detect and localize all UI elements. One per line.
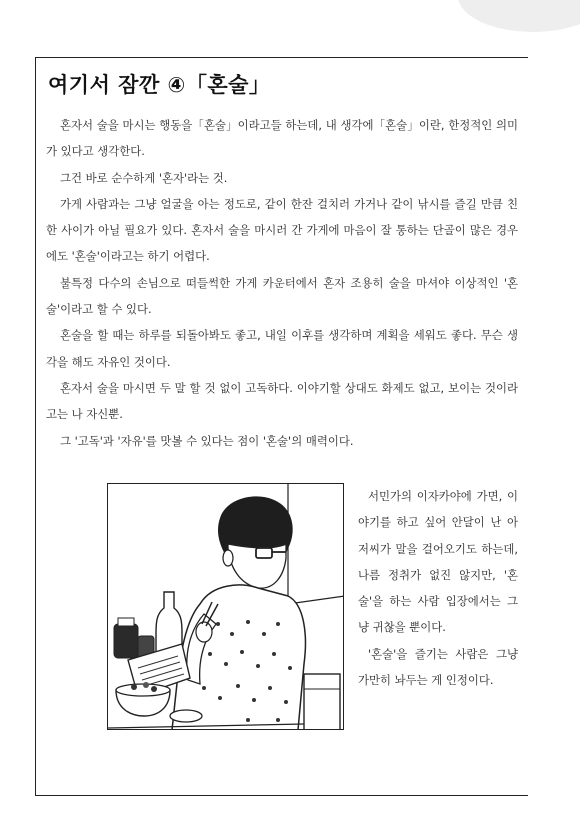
paragraph: '혼술'을 즐기는 사람은 그냥 가만히 놔두는 게 인정이다.	[358, 646, 518, 688]
frame-left-rule	[35, 57, 36, 795]
paragraph: 혼자서 술을 마시면 두 말 할 것 없이 고독하다. 이야기할 상대도 화제도 없고, 보이는 것이라고는 나 자신뿐.	[46, 380, 518, 422]
frame-top-rule	[35, 57, 528, 58]
side-text	[358, 483, 518, 693]
paragraph: 혼자서 술을 마시는 행동을「혼술」이라고들 하는데, 내 생각에「혼술」이란, 한정적인 의미가 있다고 생각한다.	[46, 118, 518, 159]
paragraph: 그 '고독'과 '자유'를 맛볼 수 있다는 점이 '혼술'의 매력이다.	[60, 433, 354, 448]
body-text	[46, 112, 518, 454]
paragraph: 서민가의 이자카야에 가면, 이야기를 하고 싶어 안달이 난 아저씨가 말을 걸어오기도 하는데, 나름 정취가 없진 않지만, '혼술'을 하는 사람 입장에서는 그냥 귀찮을 뿐이다.	[358, 489, 518, 635]
paragraph: 가게 사람과는 그냥 얼굴을 아는 정도로, 같이 한잔 걸치러 가거나 같이 낚시를 즐길 만큼 친한 사이가 아닐 필요가 있다. 혼자서 술을 마시러 간 가게에 마음이 잘 통하는 단골이 많은 경우에도 '혼술'이라고는 하기 어렵다.	[46, 196, 518, 264]
section-title: 여기서 잠깐 ④「혼술」	[48, 73, 271, 97]
paragraph: 그건 바로 순수하게 '혼자'라는 것.	[60, 170, 228, 185]
illustration-man-drinking-alone	[107, 483, 344, 730]
page-corner-tab	[458, 0, 580, 32]
paragraph: 불특정 다수의 손님으로 떠들썩한 가게 카운터에서 혼자 조용히 술을 마셔야 이상적인 '혼술'이라고 할 수 있다.	[46, 275, 518, 317]
paragraph: 혼술을 할 때는 하루를 되돌아봐도 좋고, 내일 이후를 생각하며 계획을 세워도 좋다. 무슨 생각을 해도 자유인 것이다.	[46, 328, 518, 369]
frame-bottom-rule	[35, 795, 528, 796]
illustration-drawing	[108, 484, 344, 730]
